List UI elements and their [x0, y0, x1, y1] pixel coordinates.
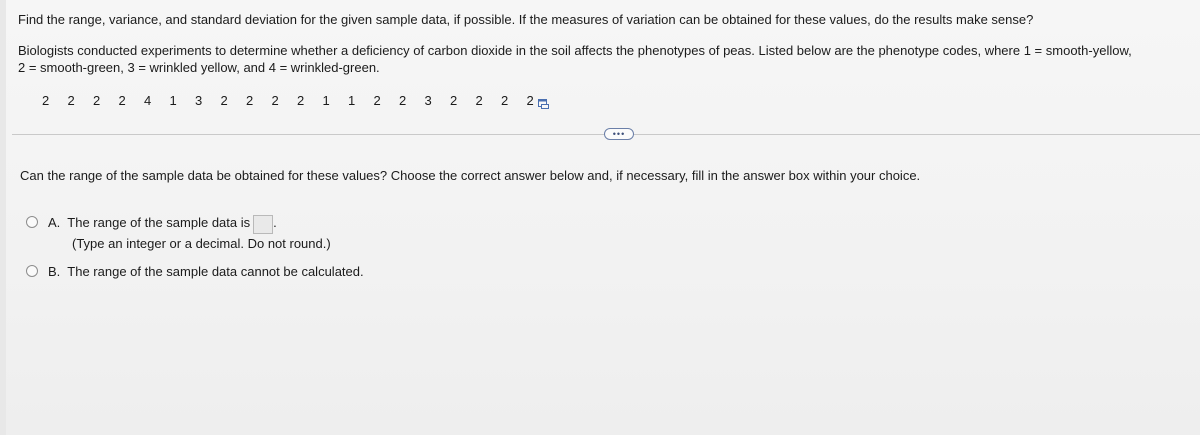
expand-more-button[interactable]: ••• [604, 128, 634, 140]
sample-data-row [42, 93, 549, 108]
option-a-hint: (Type an integer or a decimal. Do not round.) [72, 236, 331, 251]
option-a[interactable] [26, 215, 277, 234]
data-value: 2 [297, 93, 305, 108]
left-edge [0, 0, 6, 435]
option-b-text: The range of the sample data cannot be calculated. [67, 264, 364, 279]
prompt-text: Can the range of the sample data be obtained for these values? Choose the correct answer below and, if necessary, fill in the answer box within your choice. [20, 168, 921, 183]
option-b-radio[interactable] [26, 265, 38, 277]
data-value: 2 [501, 93, 509, 108]
context-line-1: Biologists conducted experiments to determine whether a deficiency of carbon dioxide in the soil affects the phenotypes of peas. Listed below are the phenotype codes, where 1 = smooth-yellow, [18, 43, 1132, 58]
data-value: 2 [67, 93, 75, 108]
data-value: 2 [220, 93, 228, 108]
option-a-period: . [273, 215, 277, 230]
data-value: 3 [424, 93, 432, 108]
data-value: 4 [144, 93, 152, 108]
copy-data-icon[interactable] [538, 97, 549, 107]
data-value: 1 [348, 93, 356, 108]
range-answer-input[interactable] [253, 215, 273, 234]
data-value: 1 [169, 93, 177, 108]
data-value: 2 [246, 93, 254, 108]
data-value: 2 [42, 93, 50, 108]
data-value: 2 [450, 93, 458, 108]
question-text: Find the range, variance, and standard deviation for the given sample data, if possible. If the measures of variation can be obtained for these values, do the results make sense? [18, 12, 1034, 27]
data-value: 2 [118, 93, 126, 108]
context-line-2: 2 = smooth-green, 3 = wrinkled yellow, and 4 = wrinkled-green. [18, 60, 380, 75]
option-a-letter: A. [48, 215, 61, 230]
data-value: 2 [475, 93, 483, 108]
context-text [18, 42, 1193, 76]
data-value: 1 [322, 93, 330, 108]
option-b[interactable] [26, 264, 364, 279]
option-b-letter: B. [48, 264, 61, 279]
data-value: 2 [93, 93, 101, 108]
data-value: 2 [526, 93, 534, 108]
data-value: 2 [373, 93, 381, 108]
option-a-text: The range of the sample data is [67, 215, 251, 230]
option-a-radio[interactable] [26, 216, 38, 228]
data-value: 2 [271, 93, 279, 108]
data-value: 3 [195, 93, 203, 108]
data-value: 2 [399, 93, 407, 108]
